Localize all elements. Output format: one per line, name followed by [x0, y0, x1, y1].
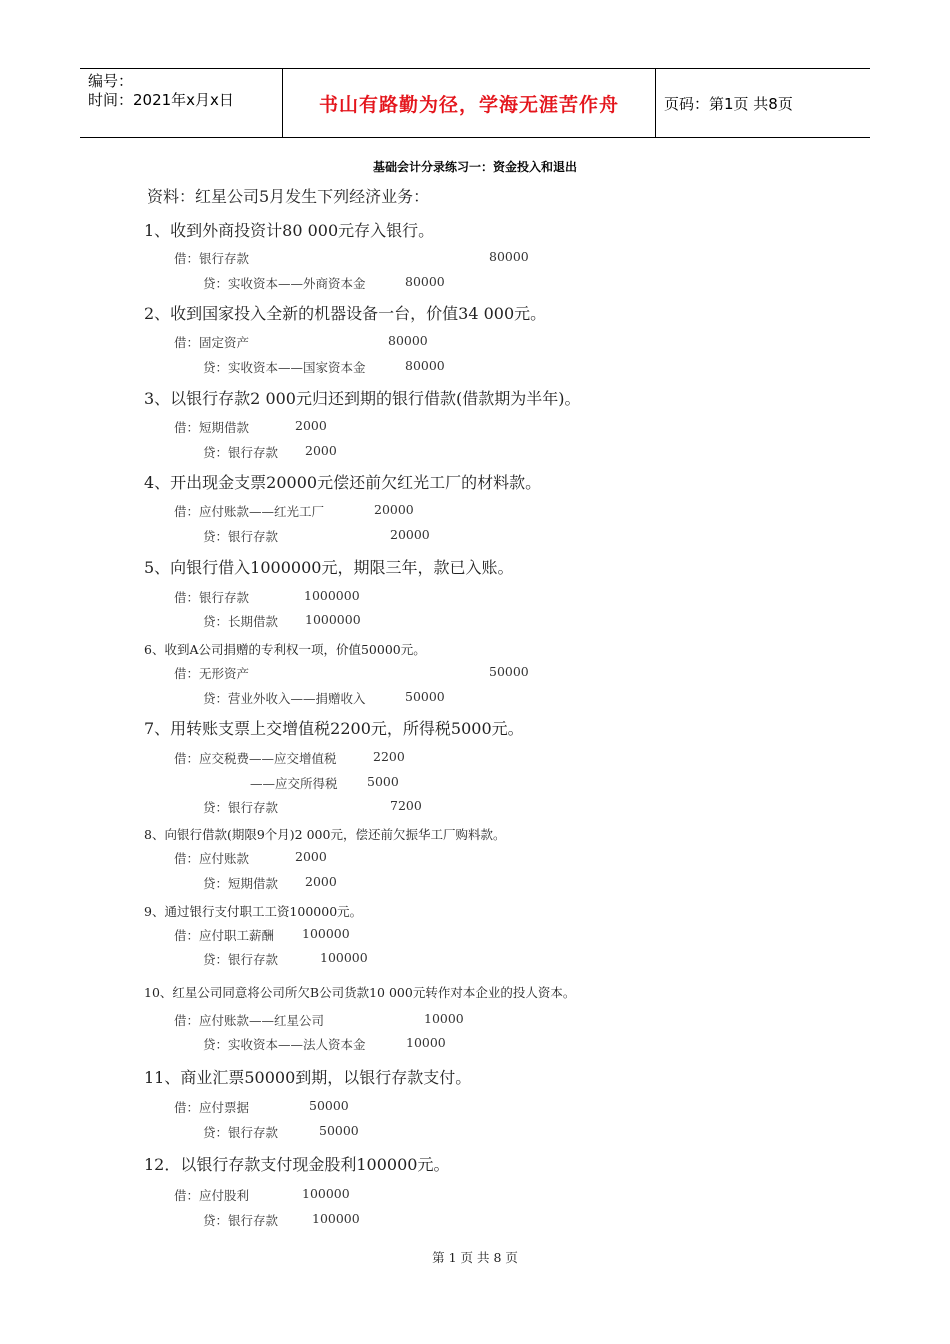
item-8-text: 8、向银行借款(期限9个月)2 000元，偿还前欠振华工厂购料款。	[144, 827, 506, 842]
item-1-debit-amount: 80000	[489, 249, 529, 264]
item-4-credit-amount: 20000	[390, 527, 430, 542]
document-title: 基础会计分录练习一：资金投入和退出	[372, 160, 577, 174]
item-9-credit-amount: 100000	[320, 950, 368, 965]
document-time-label: 时间：2021年x月x日	[88, 91, 234, 109]
item-6-debit-amount: 50000	[489, 664, 529, 679]
motto: 书山有路勤为径，学海无涯苦作舟	[282, 69, 656, 137]
document-number-label: 编号：	[88, 72, 134, 90]
item-11-text: 11、商业汇票50000到期，以银行存款支付。	[144, 1068, 472, 1087]
item-8-credit: 贷：短期借款	[203, 876, 279, 891]
item-5-credit-amount: 1000000	[305, 612, 361, 627]
item-9-credit: 贷：银行存款	[203, 952, 279, 967]
item-2-debit: 借：固定资产	[174, 335, 250, 350]
item-8-debit-amount: 2000	[295, 849, 327, 864]
item-9-debit-amount: 100000	[302, 926, 350, 941]
item-3-credit: 贷：银行存款	[203, 445, 279, 460]
item-7-debit: 借：应交税费——应交增值税	[174, 751, 337, 766]
item-9-debit: 借：应付职工薪酬	[174, 928, 275, 943]
item-3-credit-amount: 2000	[305, 443, 337, 458]
item-7-credit-amount: 7200	[390, 798, 422, 813]
page-header	[80, 68, 870, 138]
item-12-text: 12．以银行存款支付现金股利100000元。	[144, 1155, 450, 1174]
item-11-debit-amount: 50000	[309, 1098, 349, 1113]
header-meta	[88, 72, 234, 110]
item-12-credit-amount: 100000	[312, 1211, 360, 1226]
item-3-text: 3、以银行存款2 000元归还到期的银行借款(借款期为半年)。	[144, 389, 581, 408]
item-2-credit: 贷：实收资本——国家资本金	[203, 360, 366, 375]
item-9-text: 9、通过银行支付职工工资100000元。	[144, 904, 363, 919]
item-4-text: 4、开出现金支票20000元偿还前欠红光工厂的材料款。	[144, 473, 542, 492]
item-10-debit-amount: 10000	[424, 1011, 464, 1026]
item-4-credit: 贷：银行存款	[203, 529, 279, 544]
item-4-debit: 借：应付账款——红光工厂	[174, 504, 325, 519]
item-6-credit: 贷：营业外收入——捐赠收入	[203, 691, 366, 706]
item-2-credit-amount: 80000	[405, 358, 445, 373]
item-5-debit-amount: 1000000	[304, 588, 360, 603]
item-10-credit-amount: 10000	[406, 1035, 446, 1050]
item-2-debit-amount: 80000	[388, 333, 428, 348]
item-11-credit: 贷：银行存款	[203, 1125, 279, 1140]
item-1-text: 1、收到外商投资计80 000元存入银行。	[144, 221, 435, 240]
item-5-credit: 贷：长期借款	[203, 614, 279, 629]
item-5-debit: 借：银行存款	[174, 590, 250, 605]
item-3-debit-amount: 2000	[295, 418, 327, 433]
item-10-text: 10、红星公司同意将公司所欠B公司货款10 000元转作对本企业的投人资本。	[144, 985, 576, 1000]
item-12-debit: 借：应付股利	[174, 1188, 250, 1203]
item-7-debit-sub-amount: 5000	[367, 774, 399, 789]
intro-text: 资料：红星公司5月发生下列经济业务：	[147, 187, 430, 206]
item-6-credit-amount: 50000	[405, 689, 445, 704]
item-7-debit-amount: 2200	[373, 749, 405, 764]
item-11-debit: 借：应付票据	[174, 1100, 250, 1115]
item-1-credit-amount: 80000	[405, 274, 445, 289]
item-12-debit-amount: 100000	[302, 1186, 350, 1201]
item-10-credit: 贷：实收资本——法人资本金	[203, 1037, 366, 1052]
item-6-text: 6、收到A公司捐赠的专利权一项，价值50000元。	[144, 642, 426, 657]
item-4-debit-amount: 20000	[374, 502, 414, 517]
item-1-debit: 借：银行存款	[174, 251, 250, 266]
item-10-debit: 借：应付账款——红星公司	[174, 1013, 325, 1028]
item-6-debit: 借：无形资产	[174, 666, 250, 681]
item-7-credit: 贷：银行存款	[203, 800, 279, 815]
item-7-text: 7、用转账支票上交增值税2200元，所得税5000元。	[144, 719, 524, 738]
item-3-debit: 借：短期借款	[174, 420, 250, 435]
item-12-credit: 贷：银行存款	[203, 1213, 279, 1228]
item-8-credit-amount: 2000	[305, 874, 337, 889]
header-page-number: 页码：第1页 共8页	[664, 95, 793, 113]
item-8-debit: 借：应付账款	[174, 851, 250, 866]
item-1-credit: 贷：实收资本——外商资本金	[203, 276, 366, 291]
item-7-debit-sub: ——应交所得税	[250, 776, 338, 791]
page-footer: 第 1 页 共 8 页	[432, 1250, 518, 1265]
item-5-text: 5、向银行借入1000000元，期限三年，款已入账。	[144, 558, 514, 577]
item-2-text: 2、收到国家投入全新的机器设备一台，价值34 000元。	[144, 304, 547, 323]
item-11-credit-amount: 50000	[319, 1123, 359, 1138]
